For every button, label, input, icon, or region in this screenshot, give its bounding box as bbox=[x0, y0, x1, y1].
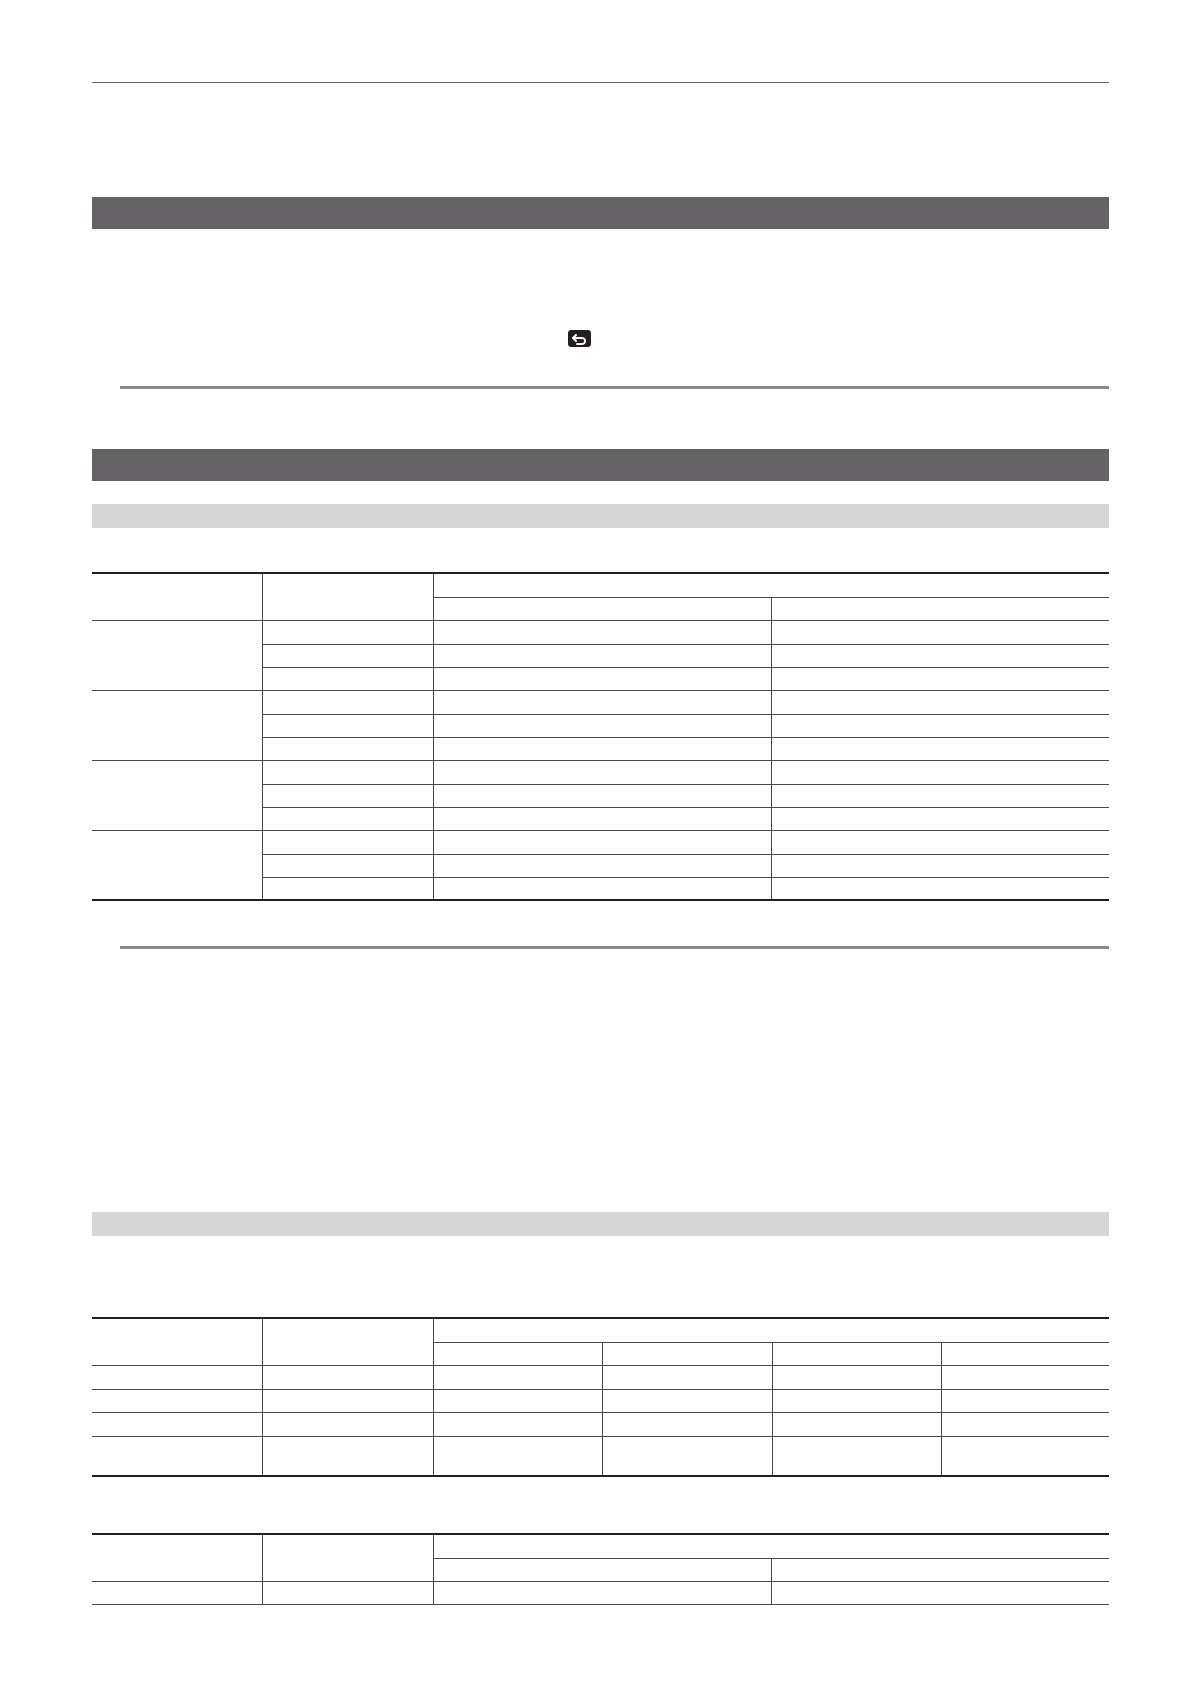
table-subheader-cell bbox=[433, 597, 771, 620]
spec-table-b bbox=[92, 1317, 1109, 1477]
table-subheader-cell bbox=[433, 1342, 602, 1365]
table-cell bbox=[602, 1389, 772, 1412]
table-subheader-cell bbox=[771, 1558, 1109, 1581]
table-row bbox=[92, 1436, 1109, 1476]
table-subheader-cell bbox=[772, 1342, 941, 1365]
table-cell bbox=[262, 830, 433, 854]
table-row bbox=[92, 1412, 1109, 1436]
table-cell bbox=[771, 737, 1109, 760]
table-cell bbox=[433, 877, 771, 900]
table-cell bbox=[92, 1436, 262, 1476]
subsection-heading-bar-2 bbox=[92, 1212, 1109, 1236]
table-cell bbox=[92, 1365, 262, 1389]
table-header-cell bbox=[262, 1318, 433, 1365]
table-subheader-cell bbox=[941, 1342, 1109, 1365]
table-row bbox=[92, 830, 1109, 854]
table-cell bbox=[92, 1389, 262, 1412]
group-label-cell bbox=[92, 760, 262, 830]
spec-table-a bbox=[92, 572, 1109, 901]
table-header-cell bbox=[262, 1534, 433, 1581]
table-cell bbox=[433, 690, 771, 714]
table-cell bbox=[941, 1436, 1109, 1476]
table-cell bbox=[771, 714, 1109, 737]
table-cell bbox=[433, 807, 771, 830]
table-cell bbox=[772, 1412, 941, 1436]
subsection-heading-bar bbox=[92, 504, 1109, 528]
table-cell bbox=[772, 1389, 941, 1412]
table-cell bbox=[771, 690, 1109, 714]
table-cell bbox=[433, 667, 771, 690]
table-row bbox=[92, 1365, 1109, 1389]
section-heading-bar bbox=[92, 197, 1109, 229]
table-row bbox=[92, 760, 1109, 784]
table-header-cell bbox=[433, 1318, 1109, 1342]
table-cell bbox=[771, 1581, 1109, 1604]
table-cell bbox=[262, 690, 433, 714]
table-header-cell bbox=[433, 573, 1109, 597]
table-cell bbox=[602, 1412, 772, 1436]
table-cell bbox=[433, 737, 771, 760]
section-heading-bar-2 bbox=[92, 449, 1109, 481]
table-header-cell bbox=[92, 1318, 262, 1365]
table-cell bbox=[433, 644, 771, 667]
table-cell bbox=[602, 1436, 772, 1476]
table-cell bbox=[262, 1436, 433, 1476]
table-cell bbox=[262, 644, 433, 667]
table-cell bbox=[262, 784, 433, 807]
page-header-rule bbox=[92, 82, 1109, 83]
table-cell bbox=[433, 1581, 771, 1604]
group-label-cell bbox=[92, 690, 262, 760]
table-header-row bbox=[92, 1534, 1109, 1558]
table-cell bbox=[433, 1436, 602, 1476]
table-cell bbox=[771, 620, 1109, 644]
table-cell bbox=[772, 1365, 941, 1389]
table-cell bbox=[262, 1365, 433, 1389]
table-cell bbox=[262, 1389, 433, 1412]
table-subheader-cell bbox=[771, 597, 1109, 620]
table-cell bbox=[433, 760, 771, 784]
table-cell bbox=[262, 1412, 433, 1436]
table-cell bbox=[262, 807, 433, 830]
table-cell bbox=[772, 1436, 941, 1476]
table-row bbox=[92, 1581, 1109, 1604]
table-row bbox=[92, 620, 1109, 644]
table-cell bbox=[771, 807, 1109, 830]
table-cell bbox=[433, 854, 771, 877]
table-cell bbox=[262, 737, 433, 760]
group-label-cell bbox=[92, 620, 262, 690]
table-cell bbox=[433, 830, 771, 854]
table-cell bbox=[602, 1365, 772, 1389]
table-cell bbox=[941, 1389, 1109, 1412]
table-cell bbox=[262, 760, 433, 784]
table-cell bbox=[262, 1581, 433, 1604]
table-cell bbox=[92, 1581, 262, 1604]
table-cell bbox=[771, 830, 1109, 854]
table-cell bbox=[262, 877, 433, 900]
table-cell bbox=[771, 667, 1109, 690]
table-header-row bbox=[92, 1318, 1109, 1342]
table-cell bbox=[433, 784, 771, 807]
table-header-cell bbox=[92, 1534, 262, 1581]
note-divider bbox=[120, 386, 1109, 389]
table-cell bbox=[433, 714, 771, 737]
table-cell bbox=[941, 1365, 1109, 1389]
table-cell bbox=[262, 714, 433, 737]
table-cell bbox=[771, 644, 1109, 667]
table-cell bbox=[262, 667, 433, 690]
table-cell bbox=[941, 1412, 1109, 1436]
table-cell bbox=[262, 620, 433, 644]
table-cell bbox=[771, 877, 1109, 900]
table-cell bbox=[771, 784, 1109, 807]
table-cell bbox=[771, 760, 1109, 784]
table-cell bbox=[433, 620, 771, 644]
table-cell bbox=[92, 1412, 262, 1436]
table-row bbox=[92, 690, 1109, 714]
table-cell bbox=[262, 854, 433, 877]
table-cell bbox=[433, 1389, 602, 1412]
table-header-cell bbox=[262, 573, 433, 620]
table-subheader-cell bbox=[433, 1558, 771, 1581]
group-label-cell bbox=[92, 830, 262, 900]
table-row bbox=[92, 1389, 1109, 1412]
table-header-cell bbox=[92, 573, 262, 620]
note-divider-2 bbox=[120, 946, 1109, 949]
table-cell bbox=[771, 854, 1109, 877]
table-cell bbox=[433, 1412, 602, 1436]
spec-table-c bbox=[92, 1533, 1109, 1605]
table-header-cell bbox=[433, 1534, 1109, 1558]
return-arrow-icon bbox=[568, 330, 591, 347]
table-cell bbox=[433, 1365, 602, 1389]
table-header-row bbox=[92, 573, 1109, 597]
table-subheader-cell bbox=[602, 1342, 772, 1365]
